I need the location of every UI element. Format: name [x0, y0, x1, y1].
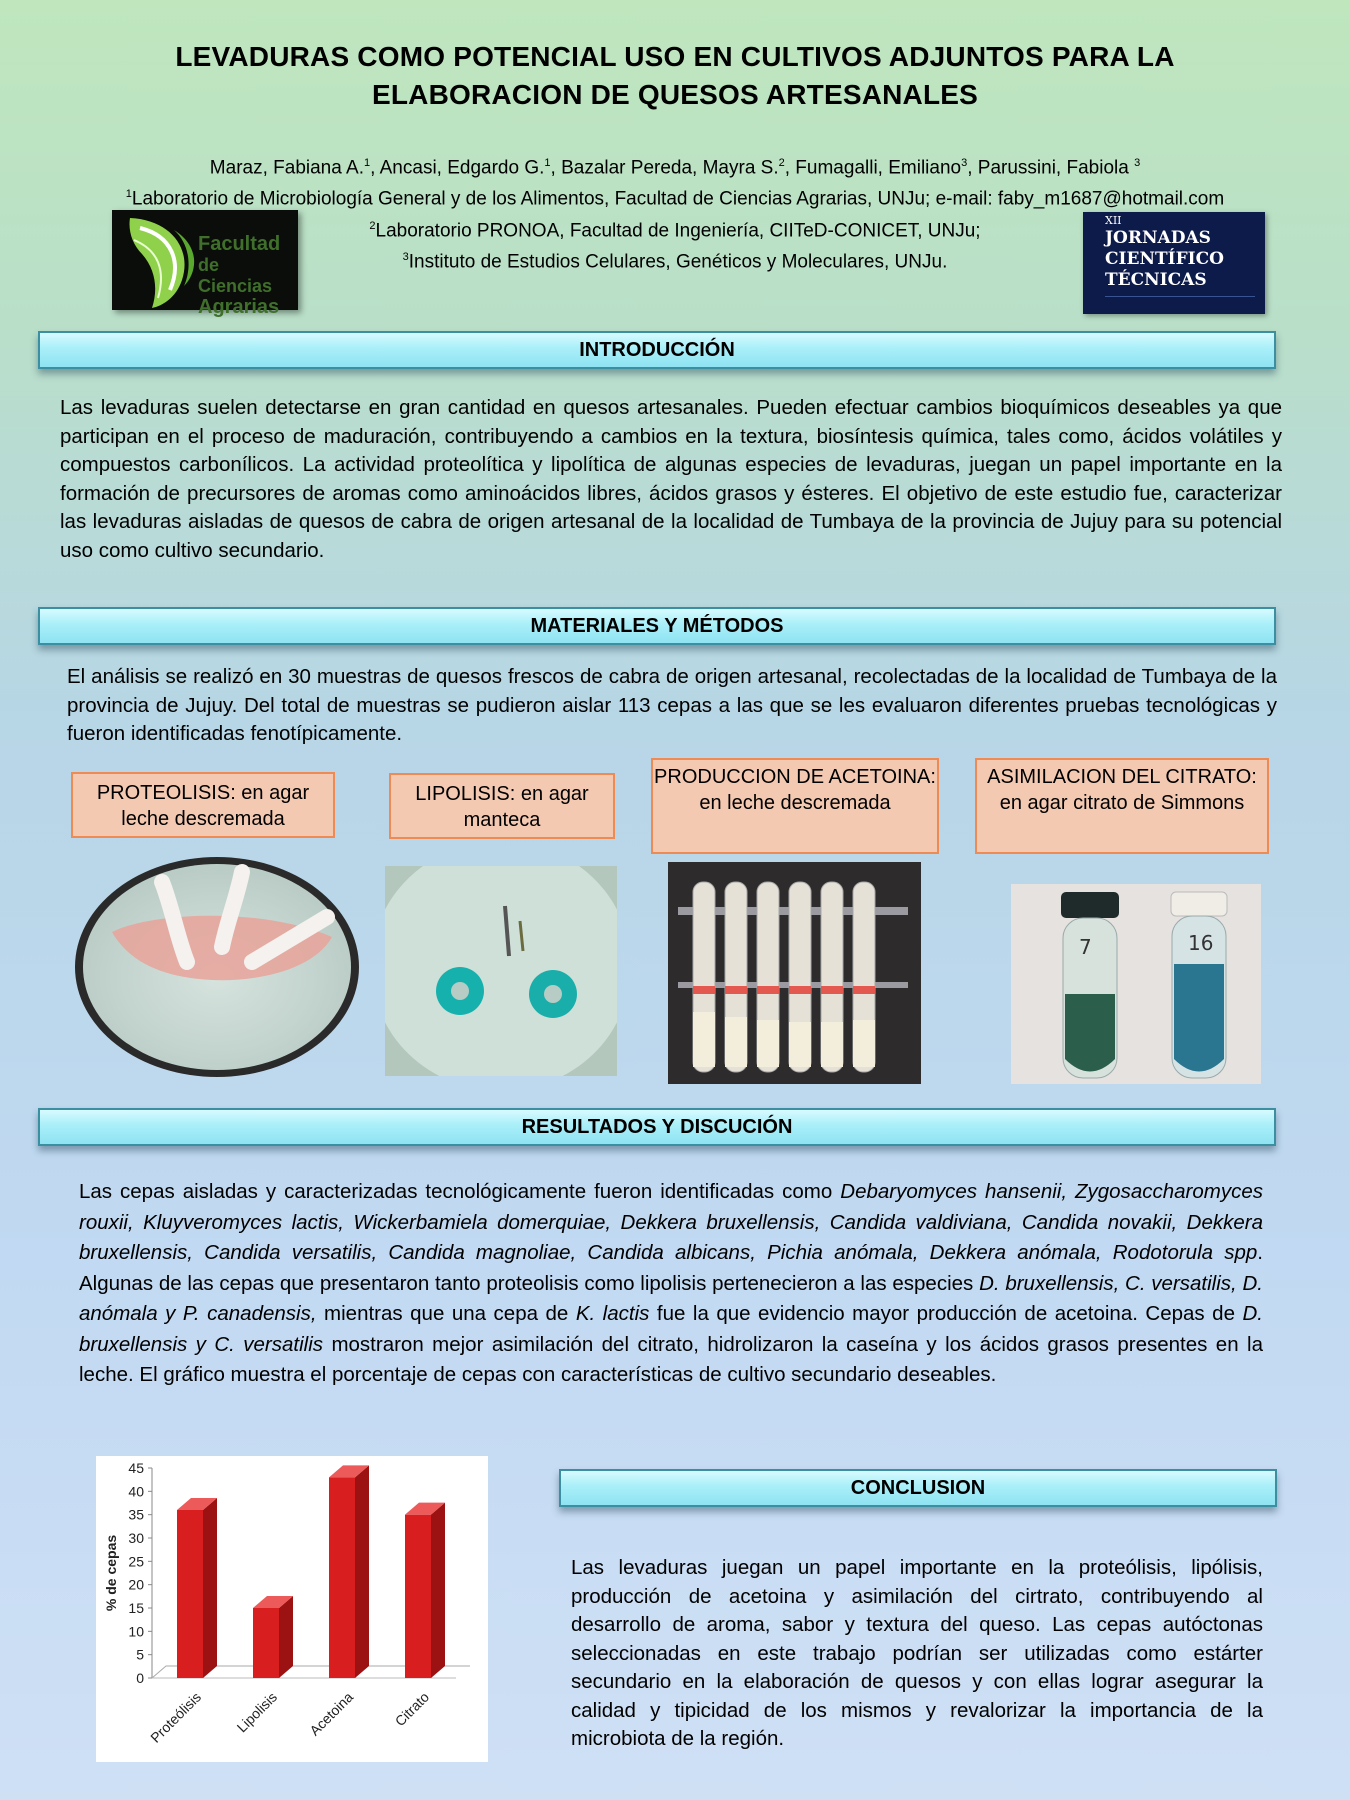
affiliation-3-sup: 3: [402, 250, 409, 263]
section-header-introduccion: INTRODUCCIÓN: [38, 331, 1276, 369]
results-species-1: Debaryomyces hansenii, Zygosaccharomyces rouxii, Kluyveromyces lactis, Wickerbamiela domerquiae, Dekkera bruxellensis, Candida valdiviana, Candida novakii, Dekkera bruxellensis, Candida versatilis, Candida magnoliae, Candida albicans, Pichia anómala, Dekkera anómala, Rodotorula spp: [79, 1180, 1263, 1264]
acetoina-tubes-image: [668, 862, 921, 1084]
y-axis-label: % de cepas: [103, 1534, 119, 1612]
author-3-sup: 2: [778, 157, 785, 169]
author-5: , Parussini, Fabiola: [967, 157, 1135, 179]
y-tick-label: 5: [136, 1646, 144, 1663]
author-2: , Ancasi, Edgardo G.: [370, 157, 545, 179]
section-header-materiales: MATERIALES Y MÉTODOS: [38, 607, 1276, 645]
tube-label-7: 7: [1079, 935, 1092, 959]
results-paragraph: [79, 1177, 1263, 1391]
bar-front: [405, 1515, 431, 1678]
citrato-tubes-image: [1011, 884, 1261, 1084]
affiliation-2-text: Laboratorio PRONOA, Facultad de Ingeniería, CIITeD-CONICET, UNJu;: [375, 219, 981, 241]
results-text-4: fue la que evidencio mayor producción de acetoina. Cepas de: [649, 1302, 1243, 1325]
bar-front: [253, 1608, 279, 1678]
logo-right-rule: [1105, 296, 1255, 307]
results-text-1: Las cepas aisladas y caracterizadas tecnológicamente fueron identificadas como: [79, 1180, 841, 1203]
y-tick-label: 35: [128, 1506, 144, 1523]
intro-paragraph: Las levaduras suelen detectarse en gran cantidad en quesos artesanales. Pueden efectuar cambios bioquímicos deseables ya que participan en el proceso de maduración, contribuyendo a cambios en la textura, biosíntesis química, tales como, ácidos volátiles y compuestos carbonílicos. La actividad proteolítica y lipolítica de algunas especies de levaduras, juegan un papel importante en la formación de precursores de aromas como aminoácidos libres, ácidos grasos y ésteres. El objetivo de este estudio fue, caracterizar las levaduras aisladas de quesos de cabra de origen artesanal de la localidad de Tumbaya de la provincia de Jujuy para su potencial uso como cultivo secundario.: [60, 396, 1282, 562]
method-box-acetoina: PRODUCCION DE ACETOINA: en leche descremada: [651, 758, 939, 854]
results-text-3: mientras que una cepa de: [316, 1302, 576, 1325]
x-tick-label: Acetoina: [306, 1688, 357, 1739]
methods-paragraph: El análisis se realizó en 30 muestras de quesos frescos de cabra de origen artesanal, recolectadas de la localidad de Tumbaya de la provincia de Jujuy. Del total de muestras se pudieron aislar 113 cepas a las que se les evaluaron diferentes pruebas tecnológicas y fueron identificadas fenotípicamente.: [67, 665, 1277, 745]
bar-front: [177, 1510, 203, 1678]
method-box-proteolisis: PROTEOLISIS: en agar leche descremada: [71, 772, 335, 838]
y-tick-label: 45: [128, 1460, 144, 1476]
logo-right-edition: XII: [1105, 214, 1122, 227]
author-3: , Bazalar Pereda, Mayra S.: [550, 157, 779, 179]
method-box-citrato: ASIMILACION DEL CITRATO: en agar citrato de Simmons: [975, 758, 1269, 854]
logo-right-line-3: TÉCNICAS: [1105, 270, 1207, 290]
jornadas-logo: [1083, 212, 1265, 314]
section-header-resultados: RESULTADOS Y DISCUCIÓN: [38, 1108, 1276, 1146]
results-species-2: D. bruxellensis, C. versatilis, D. anómala y P. canadensis,: [79, 1271, 1263, 1325]
results-text-5: mostraron mejor asimilación del citrato, hidrolizaron la caseína y los ácidos grasos presentes en la leche. El gráfico muestra el porcentaje de cepas con características de cultivo secundario deseables.: [79, 1332, 1263, 1386]
bar-chart-svg: [96, 1456, 488, 1762]
bar-side: [203, 1498, 217, 1678]
results-bar-chart: [96, 1456, 488, 1762]
logo-left-line-3: Agrarias: [198, 296, 280, 318]
results-text-2: . Algunas de las cepas que presentaron tanto proteolisis como lipolisis pertenecieron a las especies: [79, 1241, 1263, 1295]
faculty-logo: [112, 210, 298, 318]
logo-right-line-2: CIENTÍFICO: [1105, 249, 1224, 269]
affiliation-1: [30, 181, 1320, 212]
y-tick-label: 30: [128, 1530, 144, 1546]
author-4: , Fumagalli, Emiliano: [784, 157, 962, 179]
affiliation-1-sup: 1: [125, 188, 132, 201]
conclusion-paragraph: Las levaduras juegan un papel importante en la proteólisis, lipólisis, producción de acetoina y asimilación del cirtrato, contribuyendo al desarrollo de aroma, sabor y textura del queso. Las cepas autóctonas seleccionadas en este trabajo podrían ser utilizadas como estárter secundario en la elaboración de quesos y con ellas lograr asegurar la calidad y tipicidad de los mismos y revalorizar la importancia de la microbiota de la región.: [571, 1556, 1263, 1750]
results-species-4: D. bruxellensis y C. versatilis: [79, 1302, 1263, 1356]
bar-side: [279, 1596, 293, 1678]
tube-label-16: 16: [1188, 931, 1214, 955]
title-line-1: LEVADURAS COMO POTENCIAL USO EN CULTIVOS ADJUNTOS PARA LA: [175, 41, 1175, 72]
author-1-sup: 1: [364, 157, 371, 169]
title-line-2: ELABORACION DE QUESOS ARTESANALES: [371, 79, 979, 110]
logo-right-line-1: JORNADAS: [1105, 228, 1211, 248]
y-tick-label: 0: [136, 1670, 144, 1686]
y-tick-label: 20: [128, 1576, 144, 1593]
x-tick-label: Proteólisis: [147, 1688, 205, 1746]
author-2-sup: 1: [544, 157, 551, 169]
bar-side: [355, 1465, 369, 1678]
section-header-conclusion: CONCLUSION: [559, 1469, 1277, 1507]
x-tick-label: Citrato: [391, 1688, 433, 1730]
y-tick-label: 40: [128, 1483, 144, 1500]
bar-front: [329, 1477, 355, 1678]
y-tick-label: 15: [128, 1600, 144, 1616]
method-box-lipolisis: LIPOLISIS: en agar manteca: [389, 773, 615, 839]
author-4-sup: 3: [961, 157, 968, 169]
logo-left-line-1: Facultad: [198, 233, 281, 255]
proteolisis-petri-dish-image: [72, 852, 362, 1082]
bar-side: [431, 1503, 445, 1678]
author-1: Maraz, Fabiana A.: [209, 157, 364, 179]
poster-title: [60, 38, 1290, 114]
lipolisis-petri-dish-image: [385, 866, 617, 1076]
author-5-sup: 3: [1134, 157, 1141, 169]
affiliation-2-sup: 2: [369, 219, 376, 232]
x-tick-label: Lipolisis: [233, 1688, 281, 1736]
affiliation-1-text: Laboratorio de Microbiología General y de los Alimentos, Facultad de Ciencias Agrarias, UNJu; e-mail: faby_m1687@hotmail.com: [131, 188, 1225, 210]
y-tick-label: 25: [128, 1553, 144, 1570]
results-species-3: K. lactis: [575, 1302, 650, 1325]
logo-left-line-2: de Ciencias: [198, 255, 273, 296]
y-tick-label: 10: [128, 1623, 144, 1640]
affiliation-3-text: Instituto de Estudios Celulares, Genéticos y Moleculares, UNJu.: [408, 251, 948, 273]
logo-right-text: [1105, 228, 1224, 291]
author-list: [30, 150, 1320, 181]
